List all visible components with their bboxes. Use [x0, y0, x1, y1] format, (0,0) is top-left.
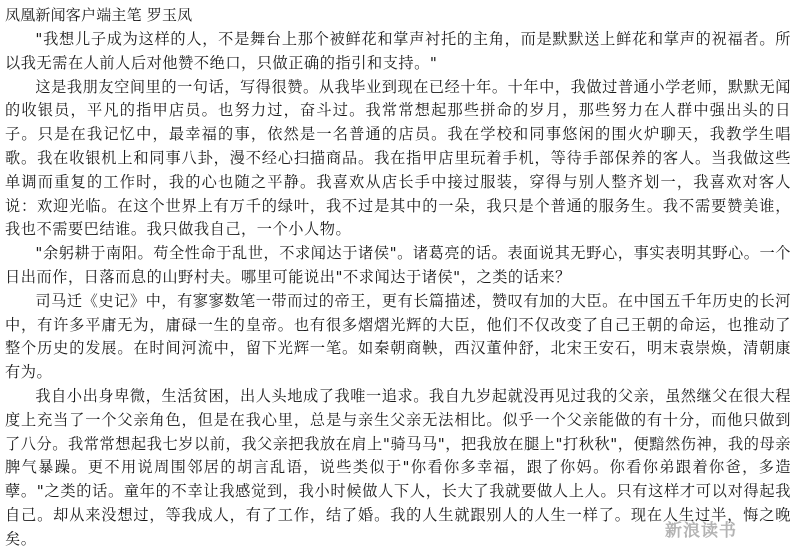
- paragraph-ten-years: 这是我朋友空间里的一句话，写得很赞。从我毕业到现在已经十年。十年中，我做过普通小学老师，默默无闻的收银员，平凡的指甲店员。也努力过，奋斗过。我常常想起那些拼命的岁月，那些努力在人群中强出头的日子。只是在我记忆中，最幸福的事，依然是一名普通的店员。我在学校和同事悠闲的围火炉聊天，我教学生唱歌。我在收银机上和同事八卦，漫不经心扫描商品。我在指甲店里玩着手机，等待手部保养的客人。当我做这些单调而重复的工作时，我的心也随之平静。我喜欢从店长手中接过服装，穿得与别人整齐划一，我喜欢对客人说：欢迎光临。在这个世界上有万千的绿叶，我不过是其中的一朵，我只是个普通的服务生。我不需要赞美谁，我也不需要巴结谁。我只做我自己，一个小人物。: [5, 77, 791, 239]
- article: [5, 2, 791, 552]
- paragraph-zhuge-liang: "余躬耕于南阳。苟全性命于乱世，不求闻达于诸侯"。诸葛亮的话。表面说其无野心，事实表明其野心。一个日出而作，日落而息的山野村夫。哪里可能说出"不求闻达于诸侯"，之类的话来？: [5, 244, 791, 286]
- paragraph-shiji: 司马迁《史记》中，有寥寥数笔一带而过的帝王，更有长篇描述，赞叹有加的大臣。在中国五千年历史的长河中，有许多平庸无为，庸碌一生的皇帝。也有很多熠熠光辉的大臣，他们不仅改变了自己王朝的命运，也推动了整个历史的发展。在时间河流中，留下光辉一笔。如秦朝商鞅，西汉董仲舒，北宋王安石，明末袁崇焕，清朝康有为。: [5, 291, 791, 382]
- paragraph-childhood: 我自小出身卑微，生活贫困，出人头地成了我唯一追求。我自九岁起就没再见过我的父亲，虽然继父在很大程度上充当了一个父亲角色，但是在我心里，总是与亲生父亲无法相比。似乎一个父亲能做的有十分，而他只做到了八分。我常常想起我七岁以前，我父亲把我放在肩上"骑马马"，把我放在腿上"打秋秋"，便黯然伤神，我的母亲脾气暴躁。更不用说周围邻居的胡言乱语，说些类似于"你看你多幸福，跟了你妈。你看你弟跟着你爸，多造孽。"之类的话。童年的不幸让我感觉到，我小时候做人下人，长大了我就要做人上人。只有这样才可以对得起我自己。却从来没想过，等我成人，有了工作，结了婚。我的人生就跟别人的人生一样了。现在人生过半，悔之晚矣。: [5, 386, 791, 548]
- article-byline: 凤凰新闻客户端主笔 罗玉凤: [5, 6, 193, 24]
- paragraph-quote-son: "我想儿子成为这样的人，不是舞台上那个被鲜花和掌声衬托的主角，而是默默送上鲜花和掌声的祝福者。所以我无需在人前人后对他赞不绝口，只做正确的指引和支持。": [5, 30, 791, 72]
- watermark-logo: 新浪读书: [665, 521, 737, 541]
